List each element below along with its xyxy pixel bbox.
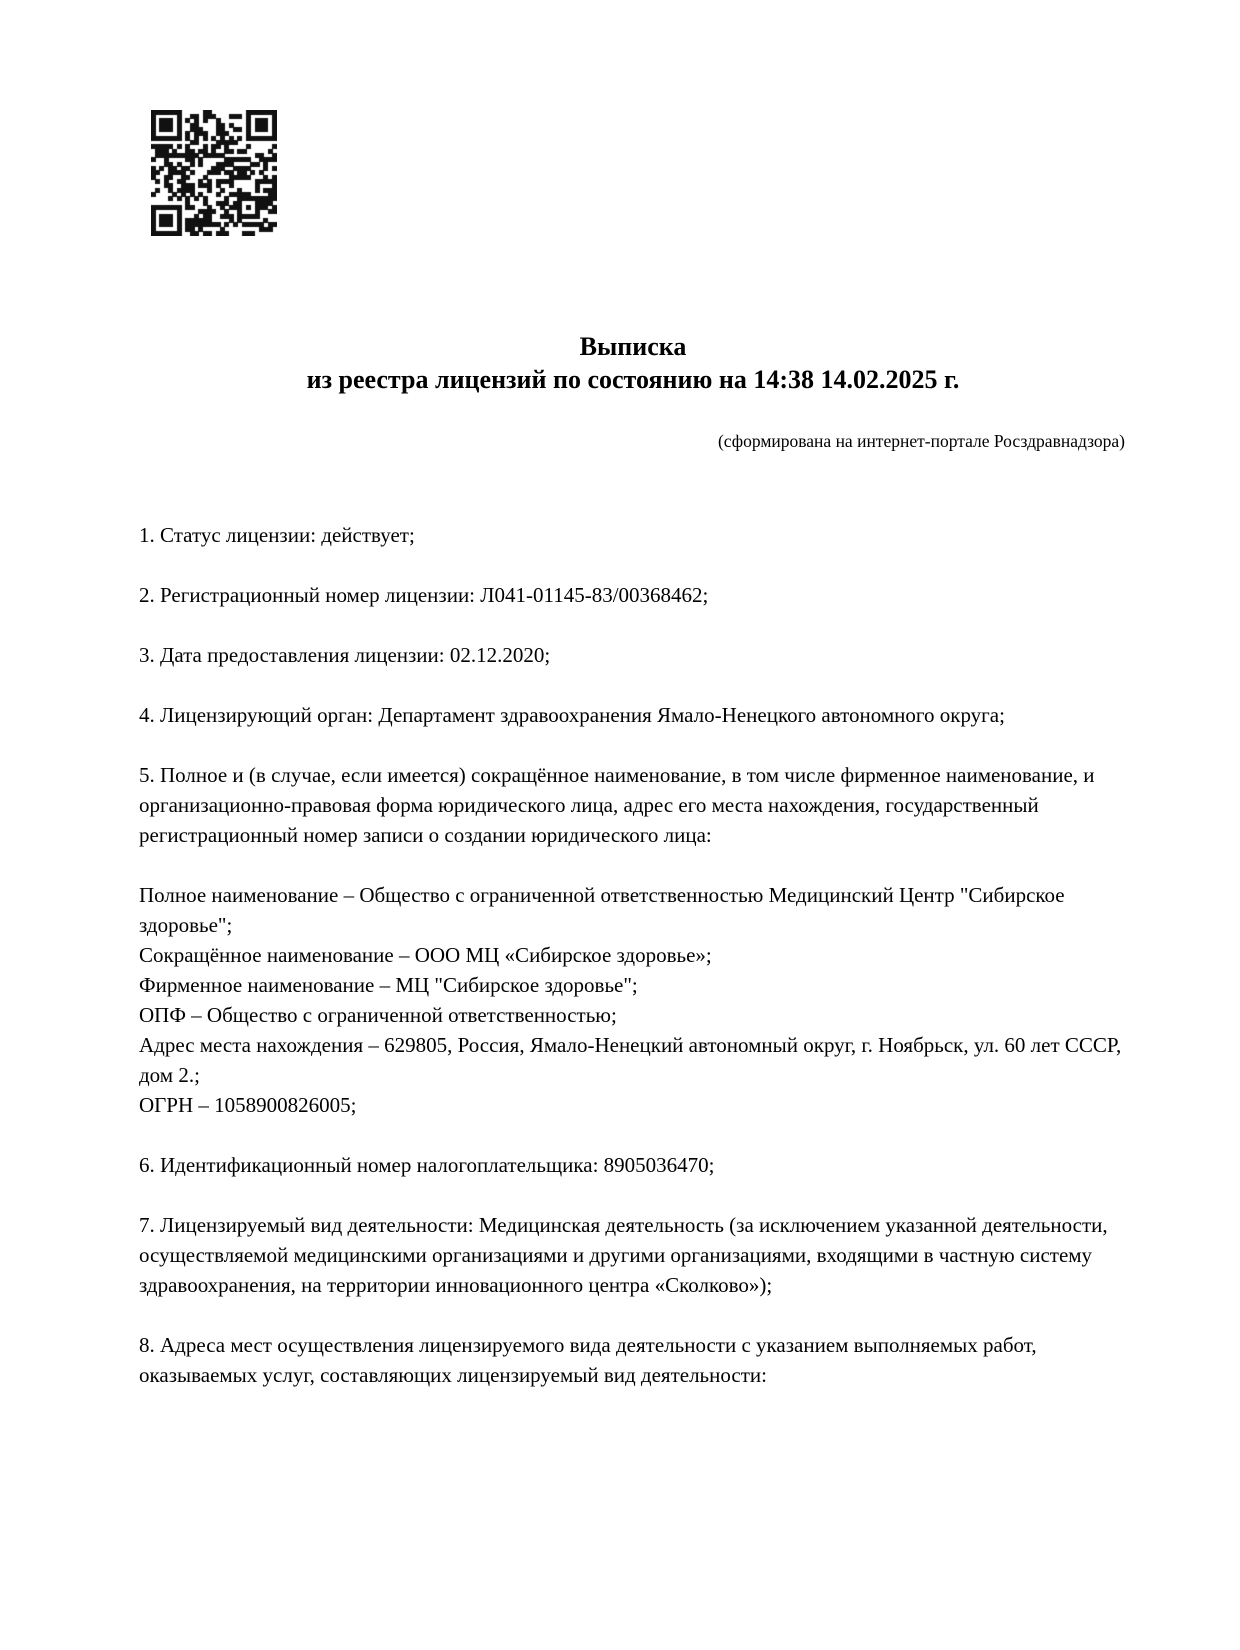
paragraph-block xyxy=(139,520,1127,550)
paragraph-block xyxy=(139,760,1127,850)
paragraph-line: Адрес места нахождения – 629805, Россия, Ямало-Ненецкий автономный округ, г. Ноябрьск, ул. 60 лет СССР, дом 2.; xyxy=(139,1033,1122,1087)
paragraph-block xyxy=(139,700,1127,730)
paragraph-line: 4. Лицензирующий орган: Департамент здравоохранения Ямало-Ненецкого автономного округа; xyxy=(139,703,1005,727)
paragraph-line: 1. Статус лицензии: действует; xyxy=(139,523,415,547)
document-title-line2: из реестра лицензий по состоянию на 14:38 14.02.2025 г. xyxy=(306,365,960,394)
document-title-line1: Выписка xyxy=(579,332,687,361)
document-header xyxy=(140,330,1126,396)
paragraph-line: Полное наименование – Общество с ограниченной ответственностью Медицинский Центр "Сибирское здоровье"; xyxy=(139,883,1065,937)
paragraph-line: Сокращённое наименование – ООО МЦ «Сибирское здоровье»; xyxy=(139,943,712,967)
paragraph-block xyxy=(139,1210,1127,1300)
paragraph-block xyxy=(139,1150,1127,1180)
paragraph-line: 7. Лицензируемый вид деятельности: Медицинская деятельность (за исключением указанной деятельности, осуществляемой медицинскими организациями и другими организациями, входящими в частную систему здравоохранения, на территории инновационного центра «Сколково»); xyxy=(139,1213,1108,1297)
paragraph-block xyxy=(139,1330,1127,1390)
paragraph-line: 5. Полное и (в случае, если имеется) сокращённое наименование, в том числе фирменное наименование, и организационно-правовая форма юридического лица, адрес его места нахождения, государственный регистрационный номер записи о создании юридического лица: xyxy=(139,763,1095,847)
paragraph-line: 3. Дата предоставления лицензии: 02.12.2020; xyxy=(139,643,551,667)
paragraph-line: ОПФ – Общество с ограниченной ответственностью; xyxy=(139,1003,617,1027)
paragraph-line: 8. Адреса мест осуществления лицензируемого вида деятельности с указанием выполняемых работ, оказываемых услуг, составляющих лицензируемый вид деятельности: xyxy=(139,1333,1037,1387)
paragraph-line: 6. Идентификационный номер налогоплательщика: 8905036470; xyxy=(139,1153,715,1177)
document-subtitle: (сформирована на интернет-портале Росздравнадзора) xyxy=(717,431,1125,451)
paragraph-line: ОГРН – 1058900826005; xyxy=(139,1093,357,1117)
paragraph-block xyxy=(139,640,1127,670)
paragraph-line: 2. Регистрационный номер лицензии: Л041-01145-83/00368462; xyxy=(139,583,709,607)
paragraph-line: Фирменное наименование – МЦ "Сибирское здоровье"; xyxy=(139,973,638,997)
paragraph-block xyxy=(139,580,1127,610)
qr-code-icon xyxy=(151,110,277,236)
paragraph-block xyxy=(139,880,1127,1120)
document-body xyxy=(139,520,1127,1420)
